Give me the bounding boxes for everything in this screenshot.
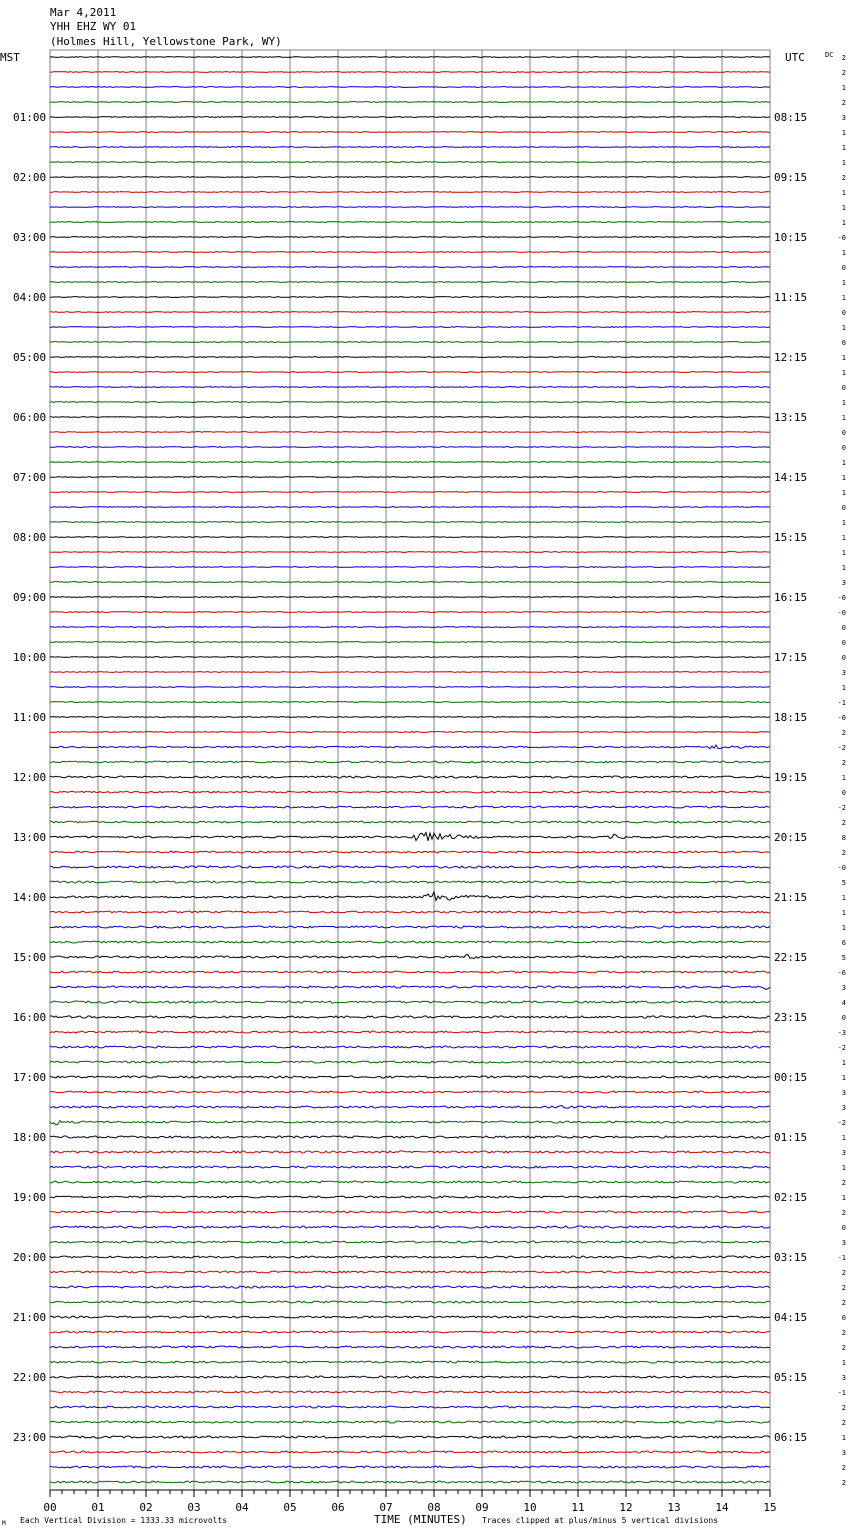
- dc-offset-value: 1: [841, 159, 846, 167]
- right-hour-label: 17:15: [774, 651, 808, 664]
- trace-row-6: [50, 147, 770, 148]
- right-hour-label: 15:15: [774, 531, 808, 544]
- trace-row-70: [50, 1106, 770, 1109]
- trace-row-86: [50, 1346, 770, 1348]
- trace-row-66: [50, 1046, 770, 1048]
- dc-offset-value: 2: [841, 819, 846, 827]
- x-tick-label: 05: [283, 1501, 297, 1514]
- dc-offset-value: 0: [841, 639, 846, 647]
- grid-lines: [50, 50, 770, 1490]
- dc-offset-value: 1: [841, 354, 846, 362]
- trace-row-34: [50, 567, 770, 568]
- right-hour-label: 23:15: [774, 1011, 808, 1024]
- dc-offset-value: 1: [841, 1434, 846, 1442]
- trace-row-5: [50, 132, 770, 133]
- left-hour-label: 04:00: [13, 291, 47, 304]
- trace-row-12: [50, 237, 770, 238]
- trace-row-35: [50, 582, 770, 583]
- dc-offset-value: 1: [841, 1074, 846, 1082]
- header-location: (Holmes Hill, Yellowstone Park, WY): [50, 35, 282, 48]
- trace-row-88: [50, 1376, 770, 1378]
- trace-row-68: [50, 1076, 770, 1078]
- dc-offset-value: -2: [837, 804, 846, 812]
- dc-offset-value: 1: [841, 684, 846, 692]
- trace-row-51: [50, 821, 770, 823]
- trace-row-2: [50, 87, 770, 88]
- dc-offset-value: 1: [841, 279, 846, 287]
- dc-offset-value: 1: [841, 1059, 846, 1067]
- right-hour-label: 03:15: [774, 1251, 808, 1264]
- trace-row-16: [50, 297, 770, 298]
- trace-row-67: [50, 1061, 770, 1063]
- left-hour-label: 15:00: [13, 951, 47, 964]
- x-tick-label: 11: [571, 1501, 585, 1514]
- right-hour-label: 12:15: [774, 351, 808, 364]
- trace-row-60: [50, 955, 770, 959]
- trace-row-91: [50, 1421, 770, 1423]
- dc-offset-value: 2: [841, 1179, 846, 1187]
- trace-row-29: [50, 492, 770, 493]
- right-hour-label: 18:15: [774, 711, 808, 724]
- dc-offset-value: 0: [841, 789, 846, 797]
- right-hour-label: 16:15: [774, 591, 808, 604]
- trace-row-77: [50, 1211, 770, 1213]
- dc-offset-value: 0: [841, 444, 846, 452]
- trace-row-45: [50, 732, 770, 733]
- dc-offset-value: 2: [841, 1464, 846, 1472]
- dc-offset-value: 1: [841, 519, 846, 527]
- trace-row-63: [50, 1001, 770, 1003]
- x-tick-label: 09: [475, 1501, 489, 1514]
- dc-offset-value: 2: [841, 849, 846, 857]
- trace-row-1: [50, 72, 770, 73]
- right-hour-label: 11:15: [774, 291, 808, 304]
- dc-offset-value: 3: [841, 984, 846, 992]
- dc-offset-value: 3: [841, 669, 846, 677]
- trace-row-79: [50, 1241, 770, 1243]
- trace-row-59: [50, 941, 770, 943]
- dc-offset-value: 0: [841, 264, 846, 272]
- trace-row-53: [50, 851, 770, 853]
- dc-offset-value: 1: [841, 1194, 846, 1202]
- dc-offset-value: 1: [841, 534, 846, 542]
- dc-offset-value: -3: [837, 1029, 846, 1037]
- dc-offset-value: -0: [837, 594, 846, 602]
- x-tick-label: 07: [379, 1501, 393, 1514]
- dc-offset-value: 1: [841, 894, 846, 902]
- trace-row-75: [50, 1181, 770, 1183]
- dc-offset-value: 2: [841, 69, 846, 77]
- x-tick-label: 04: [235, 1501, 249, 1514]
- trace-row-95: [50, 1481, 770, 1483]
- left-hour-label: 10:00: [13, 651, 47, 664]
- trace-row-33: [50, 552, 770, 553]
- dc-offset-value: 2: [841, 1284, 846, 1292]
- left-hour-labels: [13, 111, 46, 1444]
- right-hour-label: 01:15: [774, 1131, 808, 1144]
- dc-offset-value: 3: [841, 1089, 846, 1097]
- dc-offset-value: 3: [841, 114, 846, 122]
- dc-offset-value: 1: [841, 204, 846, 212]
- trace-row-20: [50, 357, 770, 358]
- dc-offset-value: 1: [841, 144, 846, 152]
- dc-offset-value: 3: [841, 1374, 846, 1382]
- dc-offset-value: 2: [841, 729, 846, 737]
- left-hour-label: 05:00: [13, 351, 47, 364]
- right-hour-label: 08:15: [774, 111, 808, 124]
- x-tick-label: 10: [523, 1501, 537, 1514]
- dc-offset-value: 1: [841, 549, 846, 557]
- trace-row-37: [50, 612, 770, 613]
- trace-row-90: [50, 1406, 770, 1408]
- trace-row-11: [50, 222, 770, 223]
- trace-row-50: [50, 806, 770, 808]
- dc-offset-value: 1: [841, 84, 846, 92]
- trace-row-69: [50, 1091, 770, 1093]
- dc-offset-value: 3: [841, 579, 846, 587]
- trace-row-24: [50, 417, 770, 418]
- trace-row-65: [50, 1031, 770, 1033]
- trace-row-0: [50, 57, 770, 58]
- trace-row-80: [50, 1256, 770, 1258]
- dc-offset-value: 2: [841, 1479, 846, 1487]
- trace-row-61: [50, 971, 770, 973]
- dc-offset-value: 2: [841, 174, 846, 182]
- dc-label: DC: [825, 51, 834, 59]
- dc-offset-value: 1: [841, 1134, 846, 1142]
- dc-offset-value: 0: [841, 429, 846, 437]
- trace-row-42: [50, 687, 770, 688]
- dc-offset-value: 0: [841, 654, 846, 662]
- header-station: YHH EHZ WY 01: [50, 20, 137, 33]
- left-hour-label: 19:00: [13, 1191, 47, 1204]
- trace-row-94: [50, 1466, 770, 1468]
- dc-offset-value: 2: [841, 1269, 846, 1277]
- dc-offset-value: 3: [841, 1239, 846, 1247]
- trace-row-36: [50, 597, 770, 598]
- dc-offset-value: 4: [841, 999, 846, 1007]
- trace-row-27: [50, 462, 770, 463]
- dc-offset-value: 1: [841, 1359, 846, 1367]
- dc-offset-value: -1: [837, 699, 846, 707]
- trace-row-22: [50, 387, 770, 388]
- trace-row-18: [50, 327, 770, 328]
- trace-row-43: [50, 702, 770, 703]
- trace-row-48: [50, 776, 770, 778]
- right-hour-label: 00:15: [774, 1071, 808, 1084]
- left-hour-label: 02:00: [13, 171, 47, 184]
- trace-row-38: [50, 627, 770, 628]
- dc-offset-value: 1: [841, 324, 846, 332]
- trace-row-76: [50, 1196, 770, 1198]
- trace-row-21: [50, 372, 770, 373]
- dc-offset-value: 1: [841, 249, 846, 257]
- trace-row-17: [50, 312, 770, 313]
- right-hour-labels: [774, 111, 807, 1444]
- scale-note: Each Vertical Division = 1333.33 microvolts: [20, 1516, 228, 1525]
- trace-row-55: [50, 881, 770, 883]
- left-hour-label: 23:00: [13, 1431, 47, 1444]
- dc-offset-value: 3: [841, 1104, 846, 1112]
- dc-offset-value: 1: [841, 909, 846, 917]
- trace-row-10: [50, 207, 770, 208]
- plot-frame: [50, 50, 770, 1490]
- dc-offset-value: 1: [841, 129, 846, 137]
- x-tick-label: 14: [715, 1501, 729, 1514]
- x-tick-label: 03: [187, 1501, 201, 1514]
- dc-offset-value: -0: [837, 234, 846, 242]
- right-hour-label: 22:15: [774, 951, 808, 964]
- dc-offset-value: 2: [841, 1299, 846, 1307]
- x-tick-label: 08: [427, 1501, 441, 1514]
- dc-offset-value: 2: [841, 54, 846, 62]
- trace-row-73: [50, 1151, 770, 1153]
- dc-offset-value: 0: [841, 1314, 846, 1322]
- x-axis: [43, 1490, 776, 1514]
- trace-row-62: [50, 986, 770, 990]
- trace-row-64: [50, 1016, 770, 1018]
- left-hour-label: 18:00: [13, 1131, 47, 1144]
- dc-offset-values: [838, 54, 846, 1487]
- right-hour-label: 05:15: [774, 1371, 808, 1384]
- trace-row-14: [50, 267, 770, 268]
- x-tick-label: 13: [667, 1501, 681, 1514]
- x-tick-label: 02: [139, 1501, 153, 1514]
- trace-row-56: [50, 892, 770, 901]
- trace-row-72: [50, 1136, 770, 1138]
- dc-offset-value: -1: [837, 1389, 846, 1397]
- dc-offset-value: -2: [837, 744, 846, 752]
- right-hour-label: 13:15: [774, 411, 808, 424]
- dc-offset-value: 2: [841, 1404, 846, 1412]
- trace-row-13: [50, 252, 770, 253]
- dc-offset-value: 1: [841, 489, 846, 497]
- dc-offset-value: 2: [841, 99, 846, 107]
- dc-offset-value: 1: [841, 219, 846, 227]
- dc-offset-value: 1: [841, 294, 846, 302]
- dc-offset-value: 1: [841, 459, 846, 467]
- seismic-traces: [50, 57, 770, 1483]
- x-tick-label: 12: [619, 1501, 633, 1514]
- trace-row-92: [50, 1436, 770, 1438]
- trace-row-8: [50, 177, 770, 178]
- right-hour-label: 21:15: [774, 891, 808, 904]
- dc-offset-value: -0: [837, 864, 846, 872]
- trace-row-31: [50, 522, 770, 523]
- dc-offset-value: 1: [841, 564, 846, 572]
- left-hour-label: 13:00: [13, 831, 47, 844]
- dc-offset-value: 0: [841, 624, 846, 632]
- trace-row-9: [50, 192, 770, 193]
- right-hour-label: 19:15: [774, 771, 808, 784]
- dc-offset-value: 1: [841, 189, 846, 197]
- left-hour-label: 11:00: [13, 711, 47, 724]
- right-hour-label: 14:15: [774, 471, 808, 484]
- trace-row-87: [50, 1361, 770, 1363]
- dc-offset-value: 5: [841, 954, 846, 962]
- trace-row-74: [50, 1166, 770, 1168]
- trace-row-40: [50, 657, 770, 658]
- trace-row-93: [50, 1451, 770, 1453]
- dc-offset-value: 2: [841, 1209, 846, 1217]
- right-hour-label: 06:15: [774, 1431, 808, 1444]
- left-hour-label: 12:00: [13, 771, 47, 784]
- left-hour-label: 01:00: [13, 111, 47, 124]
- trace-row-57: [50, 911, 770, 913]
- dc-offset-value: 3: [841, 1449, 846, 1457]
- left-hour-label: 03:00: [13, 231, 47, 244]
- dc-offset-value: 1: [841, 369, 846, 377]
- trace-row-3: [50, 102, 770, 103]
- dc-offset-value: 3: [841, 1149, 846, 1157]
- dc-offset-value: 1: [841, 1164, 846, 1172]
- x-tick-label: 06: [331, 1501, 345, 1514]
- trace-row-83: [50, 1301, 770, 1303]
- dc-offset-value: -2: [837, 1119, 846, 1127]
- right-hour-label: 09:15: [774, 171, 808, 184]
- x-axis-title: TIME (MINUTES): [374, 1513, 467, 1526]
- dc-offset-value: 2: [841, 759, 846, 767]
- trace-row-54: [50, 866, 770, 868]
- x-tick-label: 00: [43, 1501, 57, 1514]
- dc-offset-value: 1: [841, 414, 846, 422]
- right-hour-label: 04:15: [774, 1311, 808, 1324]
- trace-row-30: [50, 507, 770, 508]
- dc-offset-value: 1: [841, 924, 846, 932]
- dc-offset-value: 6: [841, 939, 846, 947]
- dc-offset-value: 2: [841, 1419, 846, 1427]
- clip-note: Traces clipped at plus/minus 5 vertical divisions: [482, 1516, 719, 1525]
- dc-offset-value: -1: [837, 1254, 846, 1262]
- left-hour-label: 09:00: [13, 591, 47, 604]
- trace-row-39: [50, 642, 770, 643]
- right-hour-label: 10:15: [774, 231, 808, 244]
- right-hour-label: 20:15: [774, 831, 808, 844]
- left-hour-label: 17:00: [13, 1071, 47, 1084]
- left-axis-label: MST: [0, 51, 20, 64]
- trace-row-15: [50, 282, 770, 283]
- dc-offset-value: 0: [841, 504, 846, 512]
- x-tick-label: 01: [91, 1501, 105, 1514]
- trace-row-47: [50, 761, 770, 763]
- dc-offset-value: 0: [841, 1224, 846, 1232]
- trace-row-78: [50, 1226, 770, 1228]
- trace-row-7: [50, 162, 770, 163]
- corner-mark: M: [2, 1520, 6, 1527]
- trace-row-32: [50, 537, 770, 538]
- trace-row-49: [50, 791, 770, 793]
- dc-offset-value: -2: [837, 1044, 846, 1052]
- trace-row-89: [50, 1391, 770, 1393]
- trace-row-44: [50, 717, 770, 718]
- trace-row-25: [50, 432, 770, 433]
- dc-offset-value: 5: [841, 879, 846, 887]
- dc-offset-value: 1: [841, 399, 846, 407]
- left-hour-label: 07:00: [13, 471, 47, 484]
- right-hour-label: 02:15: [774, 1191, 808, 1204]
- dc-offset-value: 0: [841, 309, 846, 317]
- trace-row-41: [50, 672, 770, 673]
- trace-row-23: [50, 402, 770, 403]
- dc-offset-value: 2: [841, 1344, 846, 1352]
- trace-row-19: [50, 342, 770, 343]
- dc-offset-value: 0: [841, 339, 846, 347]
- dc-offset-value: -0: [837, 609, 846, 617]
- dc-offset-value: 1: [841, 774, 846, 782]
- left-hour-label: 21:00: [13, 1311, 47, 1324]
- trace-row-71: [50, 1121, 770, 1125]
- left-hour-label: 06:00: [13, 411, 47, 424]
- dc-offset-value: 0: [841, 1014, 846, 1022]
- dc-offset-value: 0: [841, 384, 846, 392]
- trace-row-58: [50, 926, 770, 928]
- trace-row-81: [50, 1271, 770, 1273]
- left-hour-label: 22:00: [13, 1371, 47, 1384]
- left-hour-label: 14:00: [13, 891, 47, 904]
- dc-offset-value: 8: [841, 834, 846, 842]
- left-hour-label: 16:00: [13, 1011, 47, 1024]
- x-tick-label: 15: [763, 1501, 777, 1514]
- trace-row-26: [50, 447, 770, 448]
- trace-row-85: [50, 1331, 770, 1333]
- dc-offset-value: 2: [841, 1329, 846, 1337]
- trace-row-4: [50, 117, 770, 118]
- trace-row-52: [50, 833, 770, 841]
- dc-offset-value: 1: [841, 474, 846, 482]
- trace-row-82: [50, 1286, 770, 1288]
- header-date: Mar 4,2011: [50, 6, 117, 19]
- right-axis-label: UTC: [785, 51, 805, 64]
- left-hour-label: 08:00: [13, 531, 47, 544]
- trace-row-84: [50, 1316, 770, 1318]
- dc-offset-value: -6: [837, 969, 846, 977]
- trace-row-28: [50, 477, 770, 478]
- left-hour-label: 20:00: [13, 1251, 47, 1264]
- trace-row-46: [50, 745, 770, 749]
- dc-offset-value: -0: [837, 714, 846, 722]
